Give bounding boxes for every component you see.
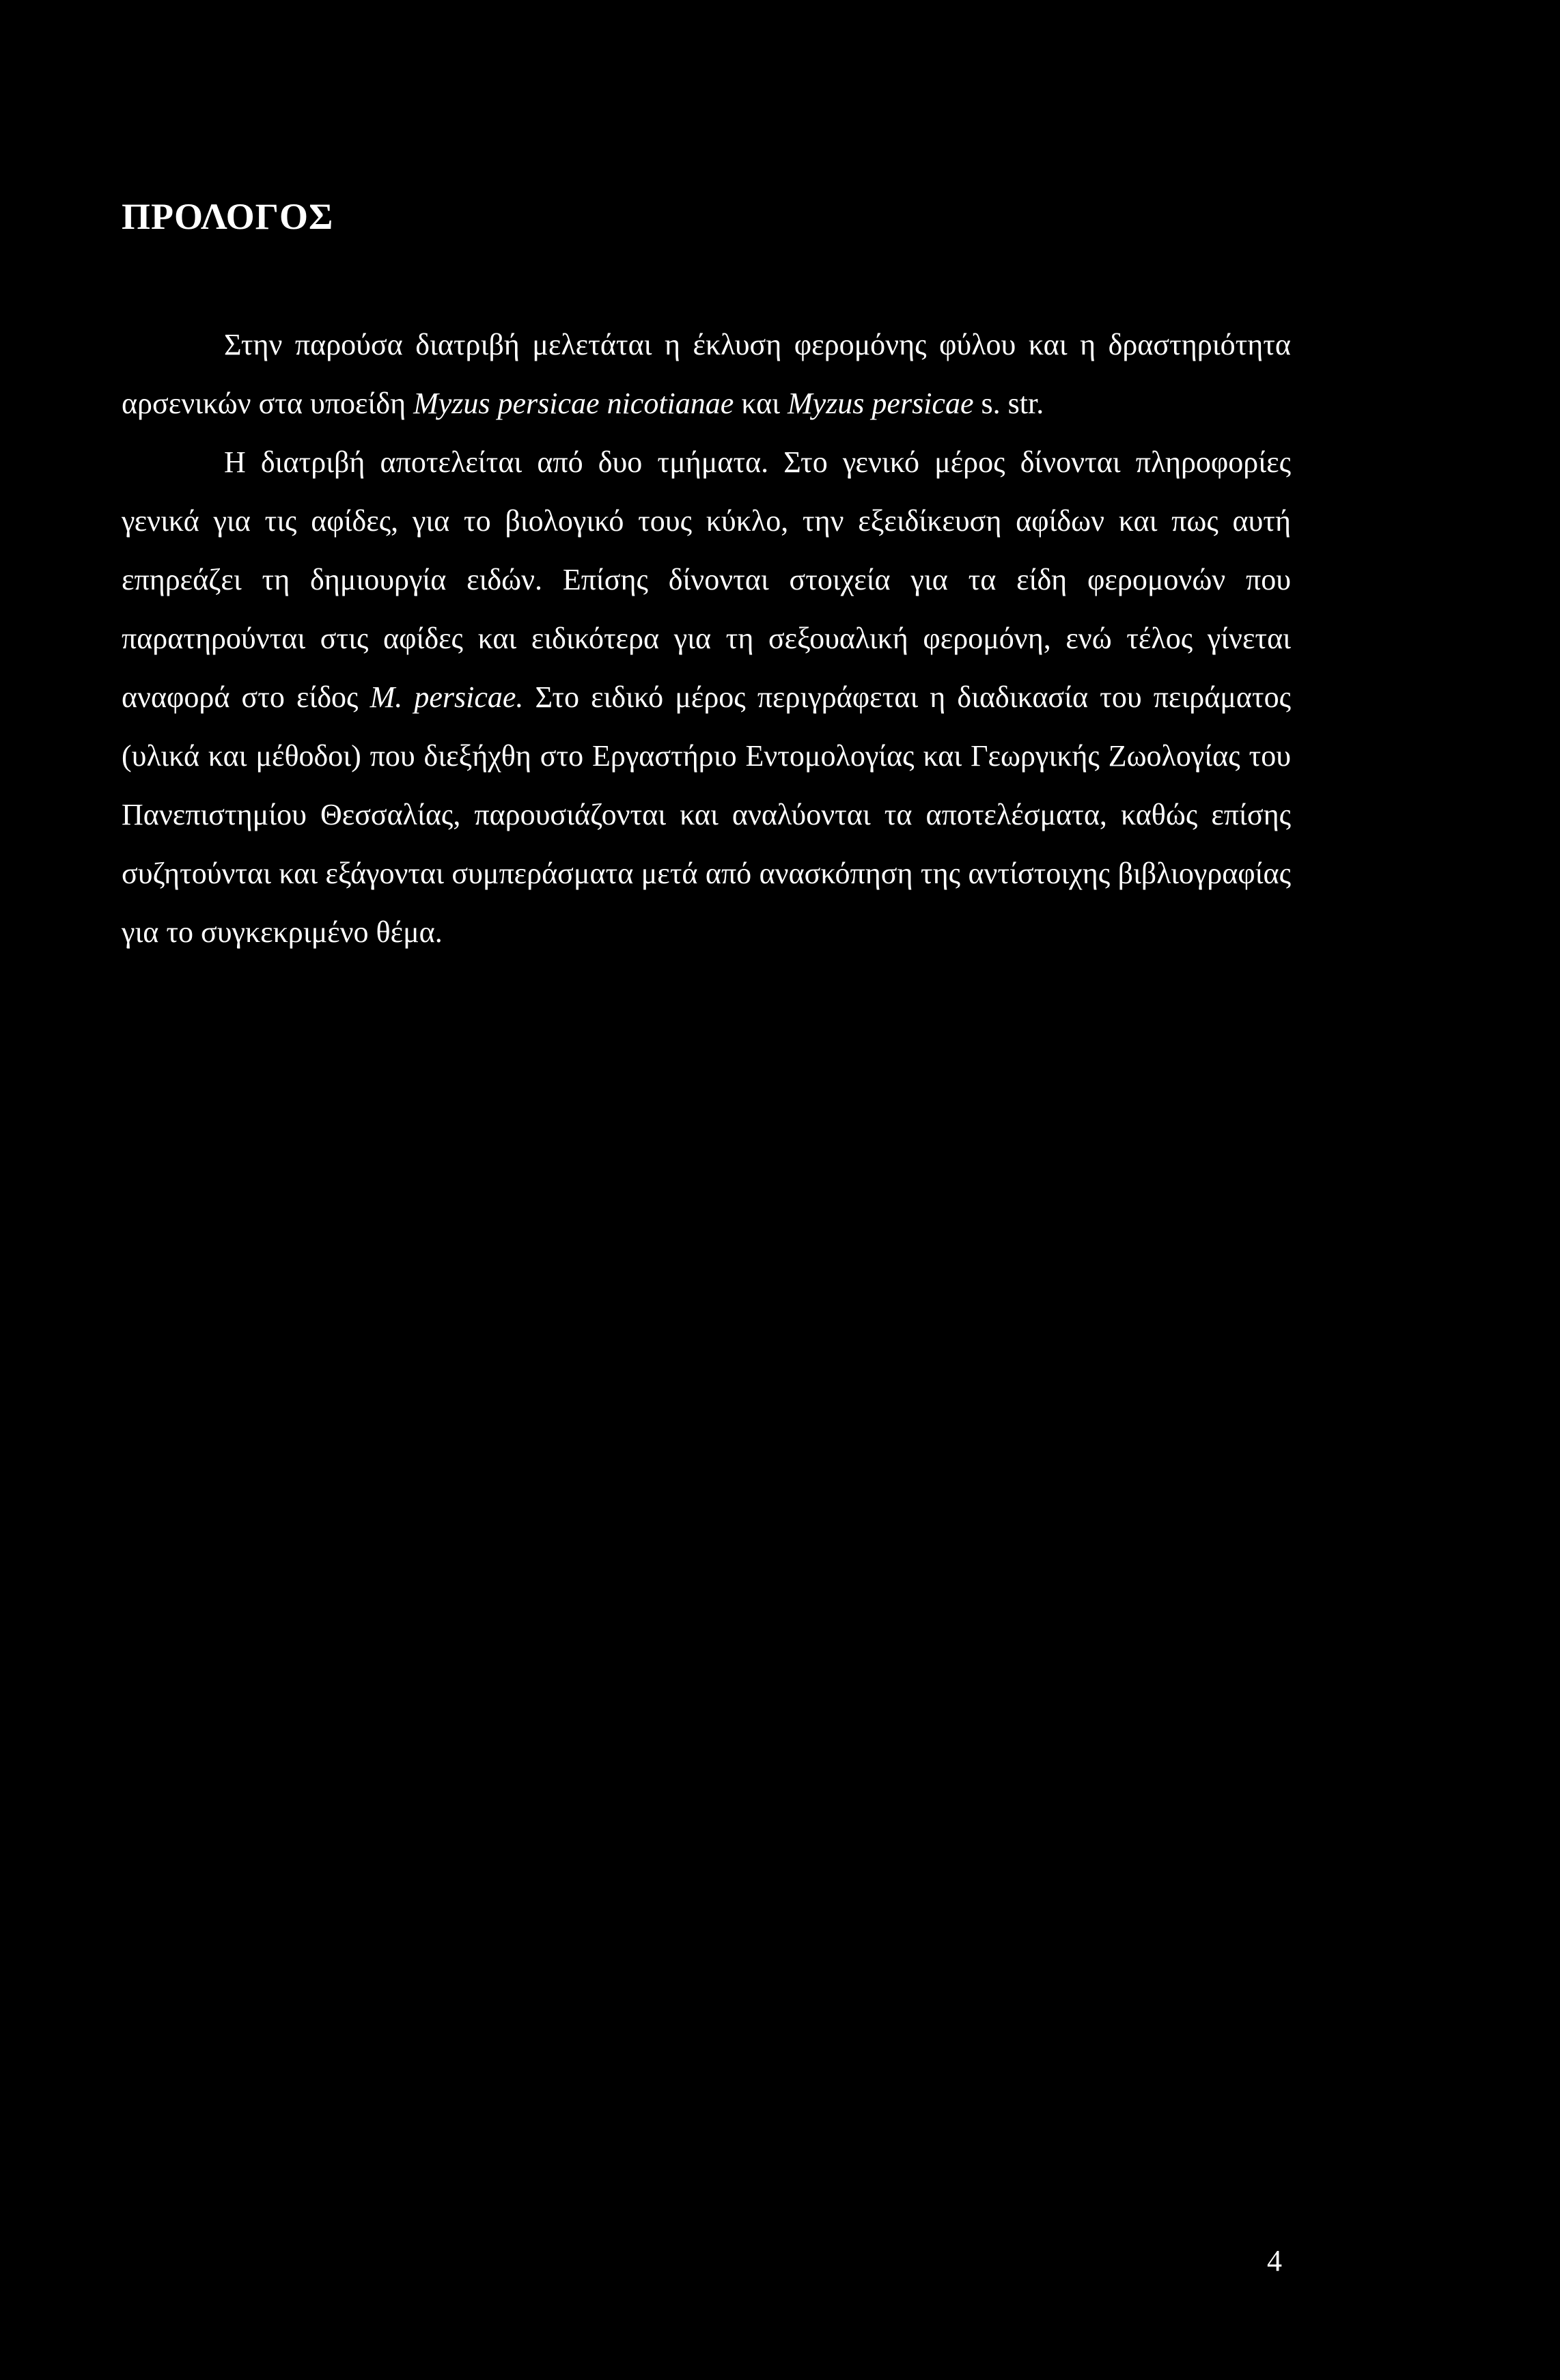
paragraph-intro-text-3: s. str.: [973, 387, 1044, 420]
paragraph-structure: [122, 433, 1291, 962]
paragraph-intro-text-1: Στην παρούσα διατριβή μελετάται η έκλυση φερομόνης φύλου και η δραστηριότητα αρσενικών στα υποείδη: [122, 328, 1291, 420]
page-title: ΠΡΟΛΟΓΟΣ: [122, 196, 334, 237]
species-name-m-persicae: M. persicae.: [370, 680, 524, 714]
paragraph-structure-text-2: Στο ειδικό μέρος περιγράφεται η διαδικασία του πειράματος (υλικά και μέθοδοι) που διεξήχθη στο Εργαστήριο Εντομολογίας και Γεωργικής Ζωολογίας του Πανεπιστημίου Θεσσαλίας, παρουσιάζονται και αναλύονται τα αποτελέσματα, καθώς επίσης συζητούνται και εξάγονται συμπεράσματα μετά από ανασκόπηση της αντίστοιχης βιβλιογραφίας για το συγκεκριμένο θέμα.: [122, 680, 1291, 949]
preface-body: [122, 316, 1291, 962]
species-name-persicae: Myzus persicae: [788, 387, 974, 420]
paragraph-structure-text-1: Η διατριβή αποτελείται από δυο τμήματα. Στο γενικό μέρος δίνονται πληροφορίες γενικά για τις αφίδες, για το βιολογικό τους κύκλο, την εξειδίκευση αφίδων και πως αυτή επηρεάζει τη δημιουργία ειδών. Επίσης δίνονται στοιχεία για τα είδη φερομονών που παρατηρούνται στις αφίδες και ειδικότερα για τη σεξουαλική φερομόνη, ενώ τέλος γίνεται αναφορά στο είδος: [122, 445, 1291, 714]
page-number: 4: [1267, 2244, 1282, 2278]
species-name-nicotianae: Myzus persicae nicotianae: [413, 387, 734, 420]
paragraph-intro: [122, 316, 1291, 433]
paragraph-intro-text-2: και: [734, 387, 788, 420]
